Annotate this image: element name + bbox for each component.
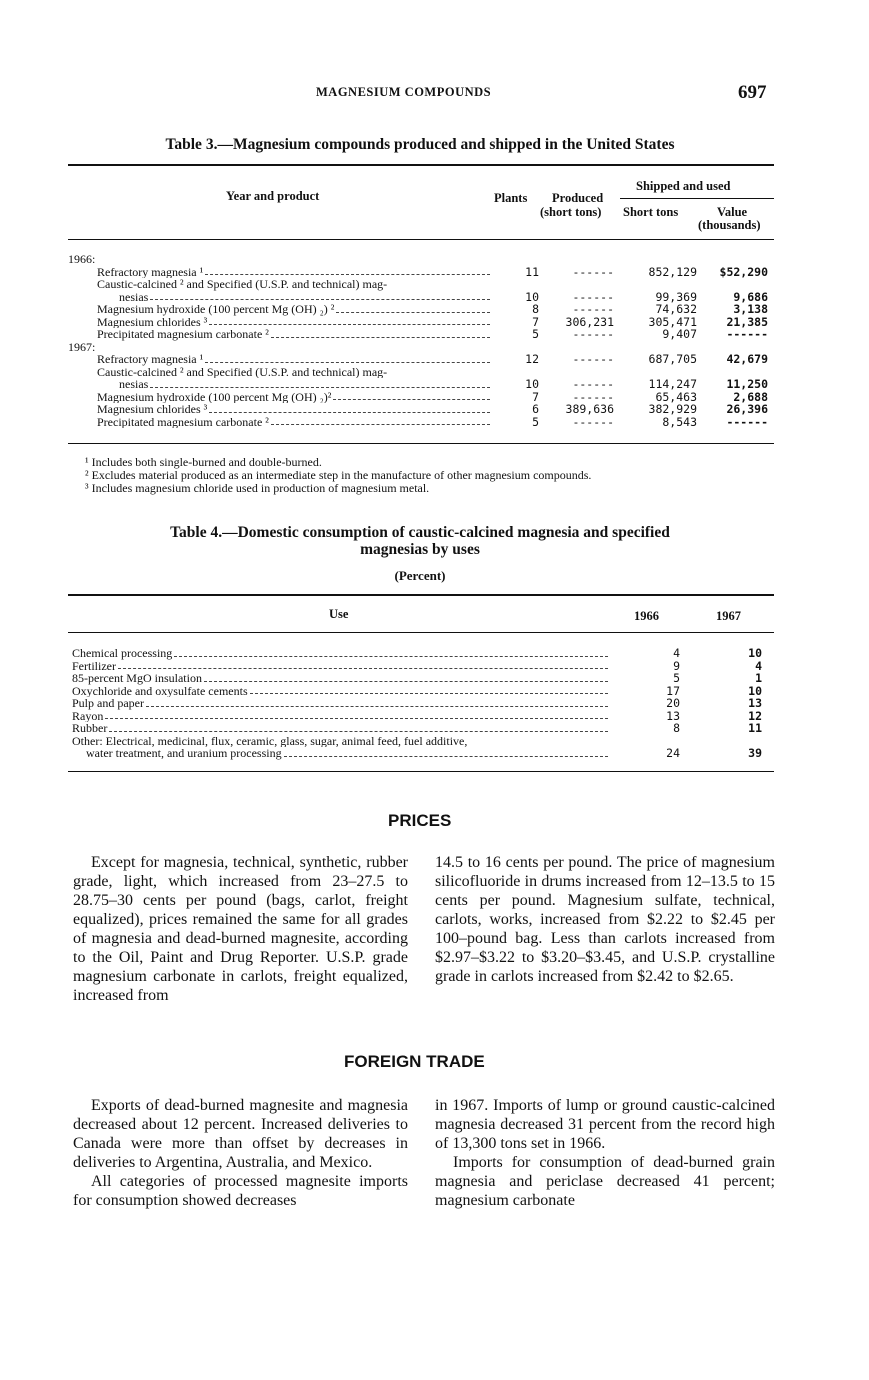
table4-row	[72, 647, 762, 660]
table4-row	[72, 660, 762, 673]
table4-1967-cell: 10	[748, 646, 762, 660]
table3-row-label: Magnesium chlorides ³	[97, 403, 208, 416]
leader-dots	[174, 647, 608, 657]
table3-row-label: Precipitated magnesium carbonate ²	[97, 415, 269, 428]
foreign-trade-left-column	[73, 1096, 408, 1210]
table3-plants-cell: 5	[532, 414, 539, 429]
table3-row-label: Precipitated magnesium carbonate ²	[97, 328, 269, 341]
table3-bottom-rule	[68, 443, 774, 444]
table4-1967-cell: 13	[748, 696, 762, 710]
table3-row-label: Magnesium hydroxide (100 percent Mg (OH) ₂) ²	[97, 303, 335, 316]
table3-produced-cell: ------	[572, 377, 614, 391]
table4-header-1967: 1967	[716, 609, 741, 623]
foreign-trade-right-paragraph-1: in 1967. Imports of lump or ground caustic-calcined magnesia decreased 31 percent from the record high of 13,300 tons set in 1966.	[435, 1097, 775, 1152]
table3-produced-cell	[539, 253, 614, 266]
table4-row	[72, 710, 762, 723]
table3	[68, 253, 768, 428]
table3-header-plants: Plants	[494, 191, 528, 205]
table4-row	[72, 685, 762, 698]
table3-short-tons-cell: 99,369	[655, 289, 697, 304]
table3-row-label: Refractory magnesia ¹	[97, 353, 204, 366]
table3-row-label: Refractory magnesia ¹	[97, 265, 204, 278]
table4-row-label-cell	[72, 672, 612, 685]
leader-dots	[209, 316, 490, 326]
table3-row	[68, 403, 768, 416]
table4-header-rule	[68, 632, 774, 633]
table4-row-label-cell	[72, 697, 612, 710]
table4-row-label-cell	[72, 710, 612, 723]
table3-row-label-cell	[68, 391, 494, 404]
table3-header-year-product: Year and product	[226, 189, 320, 203]
table3-row-label-cell	[68, 266, 494, 279]
table3-produced-cell: ------	[572, 289, 614, 304]
prices-left-paragraph: Except for magnesia, technical, synthetic, rubber grade, light, which increased from 23–27.5 to 28.75–30 cents per pound (bags, carlot, freight equalized), prices remained the same for all grades of magnesia and dead-burned magnesite, according to the Oil, Paint and Drug Reporter. U.S.P. grade magnesium carbonate in carlots, freight equalized, increased from	[73, 854, 408, 1004]
prices-heading: PRICES	[388, 811, 452, 830]
table3-row-label-cell	[68, 341, 494, 354]
table4-1966-cell: 13	[666, 708, 680, 723]
leader-dots	[205, 266, 490, 276]
table3-row	[68, 353, 768, 366]
prices-right-column	[435, 853, 775, 986]
table3-short-tons-cell: 852,129	[648, 264, 697, 279]
running-head: MAGNESIUM COMPOUNDS	[316, 85, 492, 99]
table3-footnote-2: ² Excludes material produced as an intermediate step in the manufacture of other magnesium compounds.	[85, 468, 592, 482]
table3-short-tons-cell	[614, 253, 697, 266]
table3-value-cell: 42,679	[726, 352, 768, 366]
table3-row	[68, 253, 768, 266]
leader-dots	[271, 416, 490, 426]
leader-dots	[109, 722, 608, 732]
table3-footnote-1: ¹ Includes both single-burned and double-burned.	[85, 455, 322, 469]
table4-1967-cell: 4	[755, 658, 762, 673]
table3-row	[68, 303, 768, 316]
table4-1967-cell: 12	[748, 708, 762, 723]
table3-value-cell: $52,290	[719, 264, 768, 279]
table3-plants-cell: 8	[532, 302, 539, 316]
table3-produced-cell: ------	[572, 414, 614, 429]
table4-bottom-rule	[68, 771, 774, 772]
table3-footnote-3: ³ Includes magnesium chloride used in production of magnesium metal.	[85, 481, 430, 495]
table3-produced-cell: ------	[572, 327, 614, 341]
leader-dots	[250, 685, 608, 695]
table4-top-rule	[68, 594, 774, 596]
table3-header-value: Value	[717, 205, 748, 219]
table3-short-tons-cell	[614, 278, 697, 291]
table4-header-use: Use	[329, 607, 349, 621]
table4-row-label: Oxychloride and oxysulfate cements	[72, 684, 248, 697]
table4-1967-cell: 11	[748, 721, 762, 735]
table3-value-cell: 2,688	[733, 389, 768, 404]
table4-1966-cell: 4	[673, 646, 680, 660]
table3-short-tons-cell: 8,543	[662, 414, 697, 429]
table3-row-label-cell	[68, 353, 494, 366]
table3-short-tons-cell: 382,929	[648, 402, 697, 416]
table3-header-rule	[68, 239, 774, 240]
table3-row-label-cell	[68, 316, 494, 329]
table3-plants-cell: 7	[532, 314, 539, 329]
table4-1966-cell: 5	[673, 671, 680, 685]
table3-produced-cell	[539, 278, 614, 291]
leader-dots	[205, 353, 490, 363]
table3-row-label-cell	[68, 403, 494, 416]
foreign-trade-left-paragraph-2: All categories of processed magnesite imports for consumption showed decreases	[73, 1173, 408, 1209]
foreign-trade-left-paragraph-1: Exports of dead-burned magnesite and magnesia decreased about 12 percent. Increased deliveries to Canada were more than offset by decreases in deliveries to Argentina, Australia, and Mexico.	[73, 1097, 408, 1171]
table4-header-1966: 1966	[634, 609, 659, 623]
table3-header-shipped-group: Shipped and used	[636, 179, 731, 193]
table3-short-tons-cell: 74,632	[655, 302, 697, 316]
table3-header-value-unit: (thousands)	[698, 218, 761, 232]
table3-value-cell: 3,138	[733, 302, 768, 316]
leader-dots	[284, 747, 608, 757]
table4-row-label-cell	[72, 735, 612, 748]
table4-row-label: Rubber	[72, 722, 108, 735]
leader-dots	[105, 710, 608, 720]
table3-row-label-cell	[68, 291, 494, 304]
table4-row	[72, 697, 762, 710]
table3-row-label-cell	[68, 416, 494, 429]
prices-right-paragraph: 14.5 to 16 cents per pound. The price of magnesium silicofluoride in drums increased from 12–13.5 to 15 cents per pound. Magnesium sulfate, technical, carlots, works, increased from $2.22 to $2.45 per 100–pound bag. Less than carlots increased from $2.97–$3.22 to $3.20–$3.45, and U.S.P. crystalline grade in carlots increased from $2.42 to $2.65.	[435, 854, 775, 985]
leader-dots	[118, 660, 608, 670]
table3-value-cell	[697, 278, 768, 291]
table4-row	[72, 747, 762, 760]
table3-plants-cell: 12	[525, 352, 539, 366]
table4-1967-cell: 10	[748, 683, 762, 698]
leader-dots	[271, 328, 490, 338]
table4-title-line1: Table 4.—Domestic consumption of caustic-calcined magnesia and specified	[170, 524, 670, 541]
leader-dots	[336, 303, 490, 313]
table3-row	[68, 266, 768, 279]
table4-row	[72, 722, 762, 735]
table3-top-rule	[68, 164, 774, 166]
table3-produced-cell: 389,636	[565, 402, 614, 416]
leader-dots	[333, 391, 490, 401]
table3-value-cell: 21,385	[726, 314, 768, 329]
leader-dots	[150, 291, 490, 301]
table4-1966-cell: 8	[673, 721, 680, 735]
table3-plants-cell: 11	[525, 264, 539, 279]
table3-short-tons-cell: 9,407	[662, 327, 697, 341]
table3-row-label: 1966:	[68, 253, 96, 266]
page-number: 697	[738, 82, 767, 103]
foreign-trade-right-column	[435, 1096, 775, 1210]
table4-title-line2: magnesias by uses	[360, 541, 480, 558]
table3-row-label-cell	[68, 278, 494, 291]
table3-plants-cell	[494, 278, 539, 291]
table4-row-label: 85-percent MgO insulation	[72, 672, 202, 685]
table4	[72, 647, 762, 760]
table3-short-tons-cell: 305,471	[648, 314, 697, 329]
table4-row-label: Pulp and paper	[72, 697, 144, 710]
table4-row-label-cell	[72, 685, 612, 698]
table3-plants-cell	[494, 253, 539, 266]
table3-value-cell: 11,250	[726, 377, 768, 391]
table3-value-cell: ------	[726, 414, 768, 429]
table4-row-label: Other: Electrical, medicinal, flux, ceramic, glass, sugar, animal feed, fuel additive,	[72, 734, 468, 747]
table3-plants-cell: 10	[525, 289, 539, 304]
table4-1966-cell: 9	[673, 658, 680, 673]
table3-produced-cell: 306,231	[565, 314, 614, 329]
table4-row-label: Fertilizer	[72, 659, 116, 672]
table3-row-label-cell	[68, 303, 494, 316]
table3-row-label-cell	[68, 253, 494, 266]
table4-row-label: water treatment, and uranium processing	[86, 747, 282, 760]
table3-row	[68, 328, 768, 341]
table3-header-short-tons: Short tons	[623, 205, 679, 219]
table4-subtitle: (Percent)	[394, 568, 446, 583]
table3-row-label: Caustic-calcined ² and Specified (U.S.P. and technical) mag-	[97, 278, 388, 291]
table3-produced-cell: ------	[572, 352, 614, 366]
table3-plants-cell: 5	[532, 327, 539, 341]
table3-produced-cell: ------	[572, 302, 614, 316]
table4-row	[72, 672, 762, 685]
table4-1967-cell: 1	[755, 671, 762, 685]
table3-produced-cell: ------	[572, 264, 614, 279]
table3-title: Table 3.—Magnesium compounds produced and shipped in the United States	[165, 136, 675, 153]
table4-1966-cell: 17	[666, 683, 680, 698]
table3-row-label-cell	[68, 328, 494, 341]
table3-row-label-cell	[68, 378, 494, 391]
leader-dots	[150, 378, 490, 388]
leader-dots	[209, 403, 490, 413]
table4-row-label: Rayon	[72, 709, 104, 722]
foreign-trade-right-paragraph-2: Imports for consumption of dead-burned grain magnesia and periclase decreased 41 percent; magnesium carbonate	[435, 1154, 775, 1209]
table3-group-rule	[620, 198, 774, 199]
table3-short-tons-cell: 114,247	[648, 377, 697, 391]
table3-plants-cell: 10	[525, 377, 539, 391]
table3-row-label: Magnesium hydroxide (100 percent Mg (OH) ₂)²	[97, 390, 332, 403]
table3-value-cell: ------	[726, 327, 768, 341]
table3-row-label: nesias	[119, 290, 149, 303]
table3-row-label: Caustic-calcined ² and Specified (U.S.P. and technical) mag-	[97, 365, 388, 378]
table4-1967-cell: 39	[748, 746, 762, 760]
table3-short-tons-cell: 65,463	[655, 389, 697, 404]
table3-value-cell: 26,396	[726, 402, 768, 416]
table3-row-label: 1967:	[68, 340, 96, 353]
table3-row-label: nesias	[119, 378, 149, 391]
table3-row	[68, 278, 768, 291]
table3-row-label-cell	[68, 366, 494, 379]
table4-1966-cell: 20	[666, 696, 680, 710]
table3-plants-cell: 7	[532, 389, 539, 404]
table4-row-label-cell	[72, 660, 612, 673]
foreign-trade-heading: FOREIGN TRADE	[344, 1052, 485, 1071]
prices-left-column	[73, 853, 408, 1005]
table3-row	[68, 416, 768, 429]
table3-header-produced-unit: (short tons)	[540, 205, 602, 219]
table4-row-label-cell	[72, 747, 612, 760]
table4-1966-cell: 24	[666, 746, 680, 760]
table4-row-label: Chemical processing	[72, 647, 173, 660]
table3-short-tons-cell: 687,705	[648, 352, 697, 366]
table3-value-cell	[697, 253, 768, 266]
leader-dots	[204, 672, 608, 682]
table4-row-label-cell	[72, 722, 612, 735]
table4-row-label-cell	[72, 647, 612, 660]
table4-row	[72, 735, 762, 748]
table3-header-produced: Produced	[552, 191, 604, 205]
table3-produced-cell: ------	[572, 389, 614, 404]
table3-row-label: Magnesium chlorides ³	[97, 315, 208, 328]
leader-dots	[146, 697, 608, 707]
table3-value-cell: 9,686	[733, 289, 768, 304]
table3-row	[68, 378, 768, 391]
table3-plants-cell: 6	[532, 402, 539, 416]
